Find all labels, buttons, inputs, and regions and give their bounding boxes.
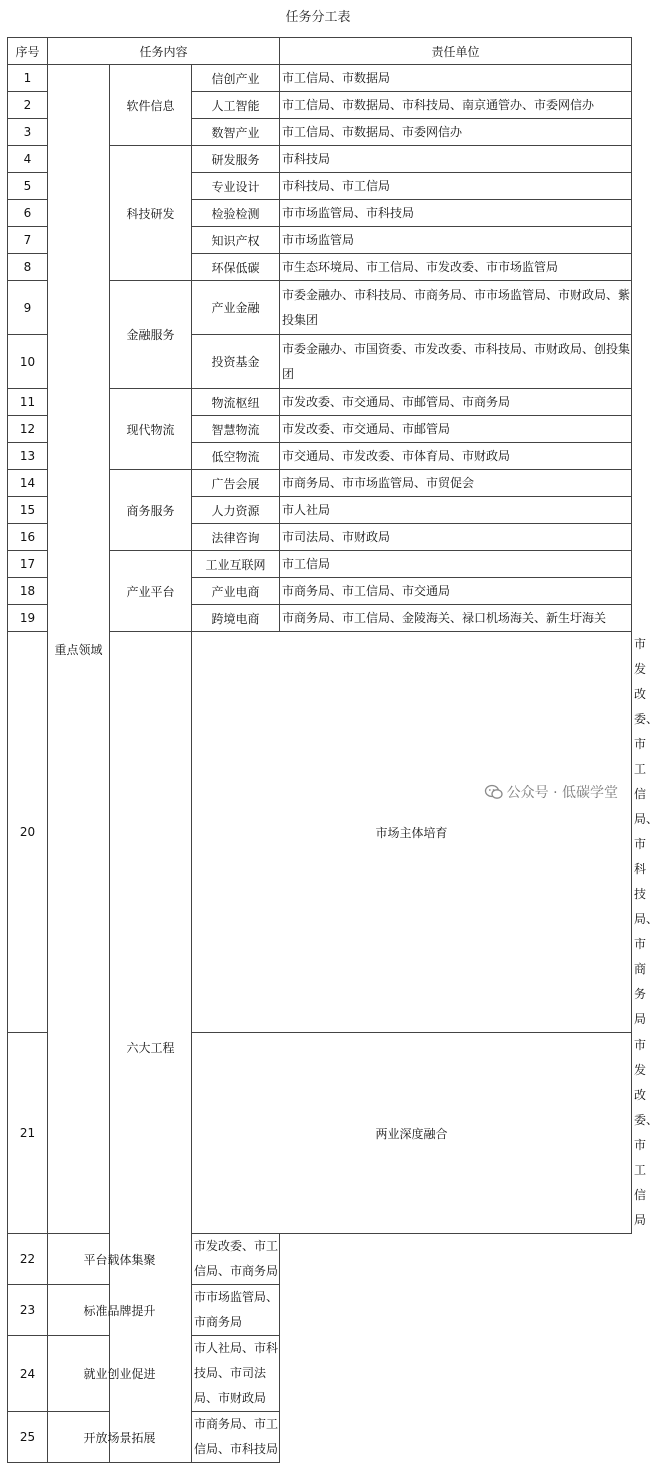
- row-task: 人工智能: [192, 92, 280, 119]
- row-task: 法律咨询: [192, 524, 280, 551]
- row-resp: 市委金融办、市科技局、市商务局、市市场监管局、市财政局、紫投集团: [280, 281, 632, 335]
- row-num: 16: [8, 524, 48, 551]
- row-task: 就业创业促进: [48, 1336, 192, 1412]
- row-resp: 市人社局: [280, 497, 632, 524]
- row-resp: 市工信局、市数据局、市科技局、南京通管办、市委网信办: [280, 92, 632, 119]
- subgroup-software: 软件信息: [110, 65, 192, 146]
- row-resp: 市科技局、市工信局: [280, 173, 632, 200]
- row-num: 3: [8, 119, 48, 146]
- row-task: 开放场景拓展: [48, 1412, 192, 1463]
- row-num: 15: [8, 497, 48, 524]
- row-num: 4: [8, 146, 48, 173]
- row-num: 18: [8, 578, 48, 605]
- row-num: 11: [8, 389, 48, 416]
- header-row: [8, 38, 632, 65]
- row-resp: 市工信局、市数据局、市委网信办: [280, 119, 632, 146]
- row-resp: 市司法局、市财政局: [280, 524, 632, 551]
- table-row: 20 六大工程 市场主体培育 市发改委、市工信局、市科技局、市商务局: [8, 632, 632, 1033]
- row-num: 17: [8, 551, 48, 578]
- row-num: 10: [8, 335, 48, 389]
- subgroup-finance: 金融服务: [110, 281, 192, 389]
- group-six-projects: 六大工程: [110, 632, 192, 1463]
- row-num: 24: [8, 1336, 48, 1412]
- row-num: 6: [8, 200, 48, 227]
- row-resp: 市工信局、市数据局: [280, 65, 632, 92]
- row-resp: 市商务局、市市场监管局、市贸促会: [280, 470, 632, 497]
- row-resp: 市发改委、市交通局、市邮管局、市商务局: [280, 389, 632, 416]
- row-num: 21: [8, 1033, 48, 1234]
- row-num: 25: [8, 1412, 48, 1463]
- header-resp: 责任单位: [280, 38, 632, 65]
- row-task: 市场主体培育: [192, 632, 632, 1033]
- row-task: 低空物流: [192, 443, 280, 470]
- row-resp: 市人社局、市科技局、市司法局、市财政局: [192, 1336, 280, 1412]
- row-resp: 市交通局、市发改委、市体育局、市财政局: [280, 443, 632, 470]
- row-resp: 市市场监管局、市商务局: [192, 1285, 280, 1336]
- table-row: [8, 1412, 632, 1463]
- row-resp: 市发改委、市工信局、市商务局: [192, 1234, 280, 1285]
- row-num: 1: [8, 65, 48, 92]
- row-resp: 市商务局、市工信局、市科技局: [192, 1412, 280, 1463]
- row-num: 7: [8, 227, 48, 254]
- row-task: 人力资源: [192, 497, 280, 524]
- row-resp: 市商务局、市工信局、金陵海关、禄口机场海关、新生圩海关: [280, 605, 632, 632]
- table-row: [8, 1336, 632, 1412]
- row-resp: 市市场监管局、市科技局: [280, 200, 632, 227]
- row-resp: 市商务局、市工信局、市交通局: [280, 578, 632, 605]
- row-task: 两业深度融合: [192, 1033, 632, 1234]
- subgroup-business: 商务服务: [110, 470, 192, 551]
- table-row: [8, 1234, 632, 1285]
- row-task: 物流枢纽: [192, 389, 280, 416]
- subgroup-logistics: 现代物流: [110, 389, 192, 470]
- row-num: 19: [8, 605, 48, 632]
- row-task: 信创产业: [192, 65, 280, 92]
- row-task: 环保低碳: [192, 254, 280, 281]
- row-task: 标准品牌提升: [48, 1285, 192, 1336]
- table-row: [8, 1285, 632, 1336]
- row-task: 研发服务: [192, 146, 280, 173]
- row-task: 投资基金: [192, 335, 280, 389]
- row-resp: 市生态环境局、市工信局、市发改委、市市场监管局: [280, 254, 632, 281]
- row-task: 跨境电商: [192, 605, 280, 632]
- subgroup-platform: 产业平台: [110, 551, 192, 632]
- row-num: 23: [8, 1285, 48, 1336]
- task-table: [7, 37, 658, 1463]
- row-num: 9: [8, 281, 48, 335]
- row-num: 12: [8, 416, 48, 443]
- row-num: 20: [8, 632, 48, 1033]
- row-num: 14: [8, 470, 48, 497]
- row-resp: 市发改委、市交通局、市邮管局: [280, 416, 632, 443]
- table-row: 21 两业深度融合 市发改委、市工信局: [8, 1033, 632, 1234]
- row-task: 广告会展: [192, 470, 280, 497]
- header-num: 序号: [8, 38, 48, 65]
- watermark: [485, 782, 618, 802]
- row-task: 工业互联网: [192, 551, 280, 578]
- subgroup-tech: 科技研发: [110, 146, 192, 281]
- header-content: 任务内容: [48, 38, 280, 65]
- row-resp: 市市场监管局: [280, 227, 632, 254]
- table-row: [8, 65, 632, 92]
- row-num: 22: [8, 1234, 48, 1285]
- row-task: 产业金融: [192, 281, 280, 335]
- row-task: 知识产权: [192, 227, 280, 254]
- row-task: 数智产业: [192, 119, 280, 146]
- row-num: 2: [8, 92, 48, 119]
- row-resp: 市委金融办、市国资委、市发改委、市科技局、市财政局、创投集团: [280, 335, 632, 389]
- row-resp: 市科技局: [280, 146, 632, 173]
- row-task: 智慧物流: [192, 416, 280, 443]
- row-resp: 市工信局: [280, 551, 632, 578]
- row-num: 5: [8, 173, 48, 200]
- table-title: 任务分工表: [285, 10, 351, 25]
- group-key-areas: 重点领域: [48, 65, 110, 1234]
- watermark-text: 公众号 · 低碳学堂: [506, 785, 618, 801]
- row-num: 13: [8, 443, 48, 470]
- wechat-icon: [485, 784, 503, 800]
- row-task: 产业电商: [192, 578, 280, 605]
- row-task: 平台载体集聚: [48, 1234, 192, 1285]
- row-task: 检验检测: [192, 200, 280, 227]
- row-num: 8: [8, 254, 48, 281]
- row-task: 专业设计: [192, 173, 280, 200]
